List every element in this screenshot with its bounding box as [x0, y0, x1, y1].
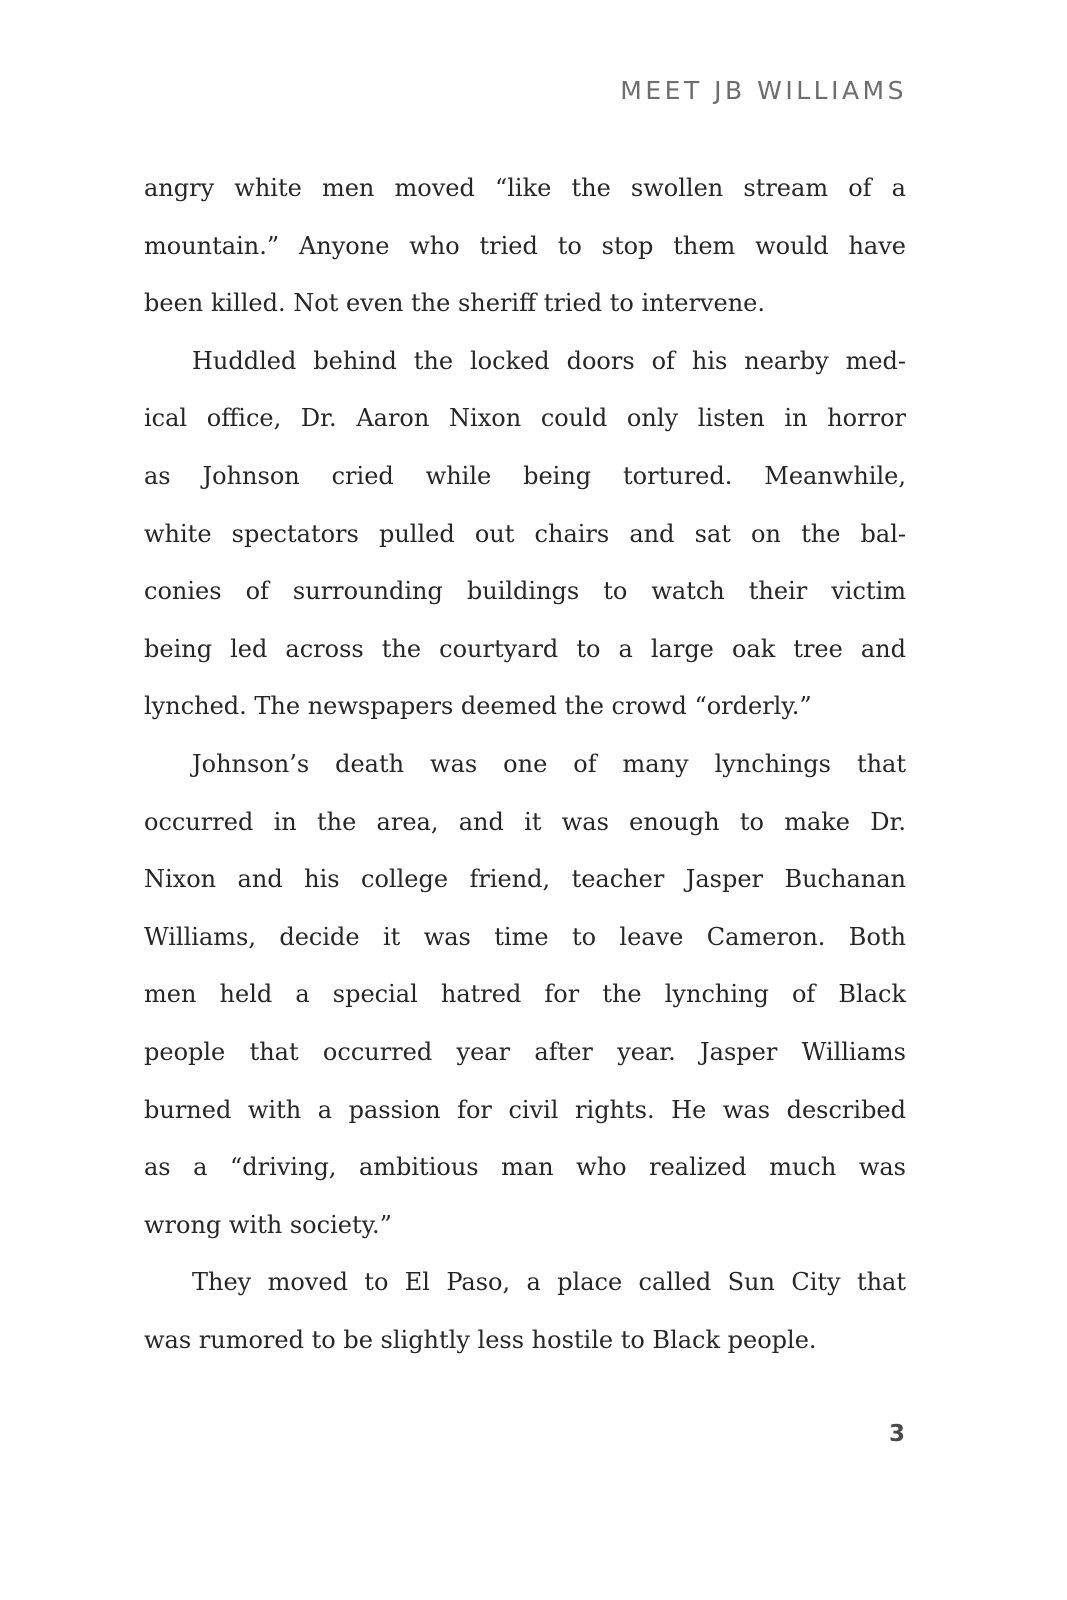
paragraph — [144, 736, 906, 1254]
text-line: Nixon and his college friend, teacher Jasper Buchanan — [144, 865, 906, 894]
text-line: as a “driving, ambitious man who realized much was — [144, 1153, 906, 1182]
text-line: conies of surrounding buildings to watch their victim — [144, 577, 906, 606]
text-line: Huddled behind the locked doors of his nearby med- — [192, 346, 906, 375]
text-line: lynched. The newspapers deemed the crowd “orderly.” — [144, 692, 812, 721]
text-line: being led across the courtyard to a large oak tree and — [144, 634, 906, 663]
text-line: They moved to El Paso, a place called Sun City that — [192, 1268, 906, 1297]
text-line: white spectators pulled out chairs and sat on the bal- — [144, 519, 906, 548]
text-line: mountain.” Anyone who tried to stop them would have — [144, 231, 906, 260]
running-head: MEET JB WILLIAMS — [620, 76, 907, 105]
paragraph — [144, 1254, 906, 1369]
text-line: occurred in the area, and it was enough to make Dr. — [144, 807, 906, 836]
paragraph — [144, 333, 906, 736]
text-line: angry white men moved “like the swollen stream of a — [144, 174, 906, 202]
text-line: burned with a passion for civil rights. He was described — [144, 1095, 906, 1124]
page-number: 3 — [888, 1421, 905, 1447]
text-line: ical office, Dr. Aaron Nixon could only listen in horror — [144, 404, 906, 433]
text-line: people that occurred year after year. Jasper Williams — [144, 1037, 906, 1066]
text-line: was rumored to be slightly less hostile to Black people. — [144, 1325, 817, 1354]
text-line: wrong with society.” — [144, 1210, 392, 1239]
text-line: Johnson’s death was one of many lynchings that — [192, 749, 906, 778]
paragraph — [144, 160, 906, 333]
text-line: men held a special hatred for the lynching of Black — [144, 980, 906, 1009]
body-text — [144, 160, 906, 1369]
text-line: Williams, decide it was time to leave Cameron. Both — [144, 922, 906, 951]
text-line: been killed. Not even the sheriff tried to intervene. — [144, 289, 765, 318]
text-line: as Johnson cried while being tortured. Meanwhile, — [144, 461, 906, 490]
